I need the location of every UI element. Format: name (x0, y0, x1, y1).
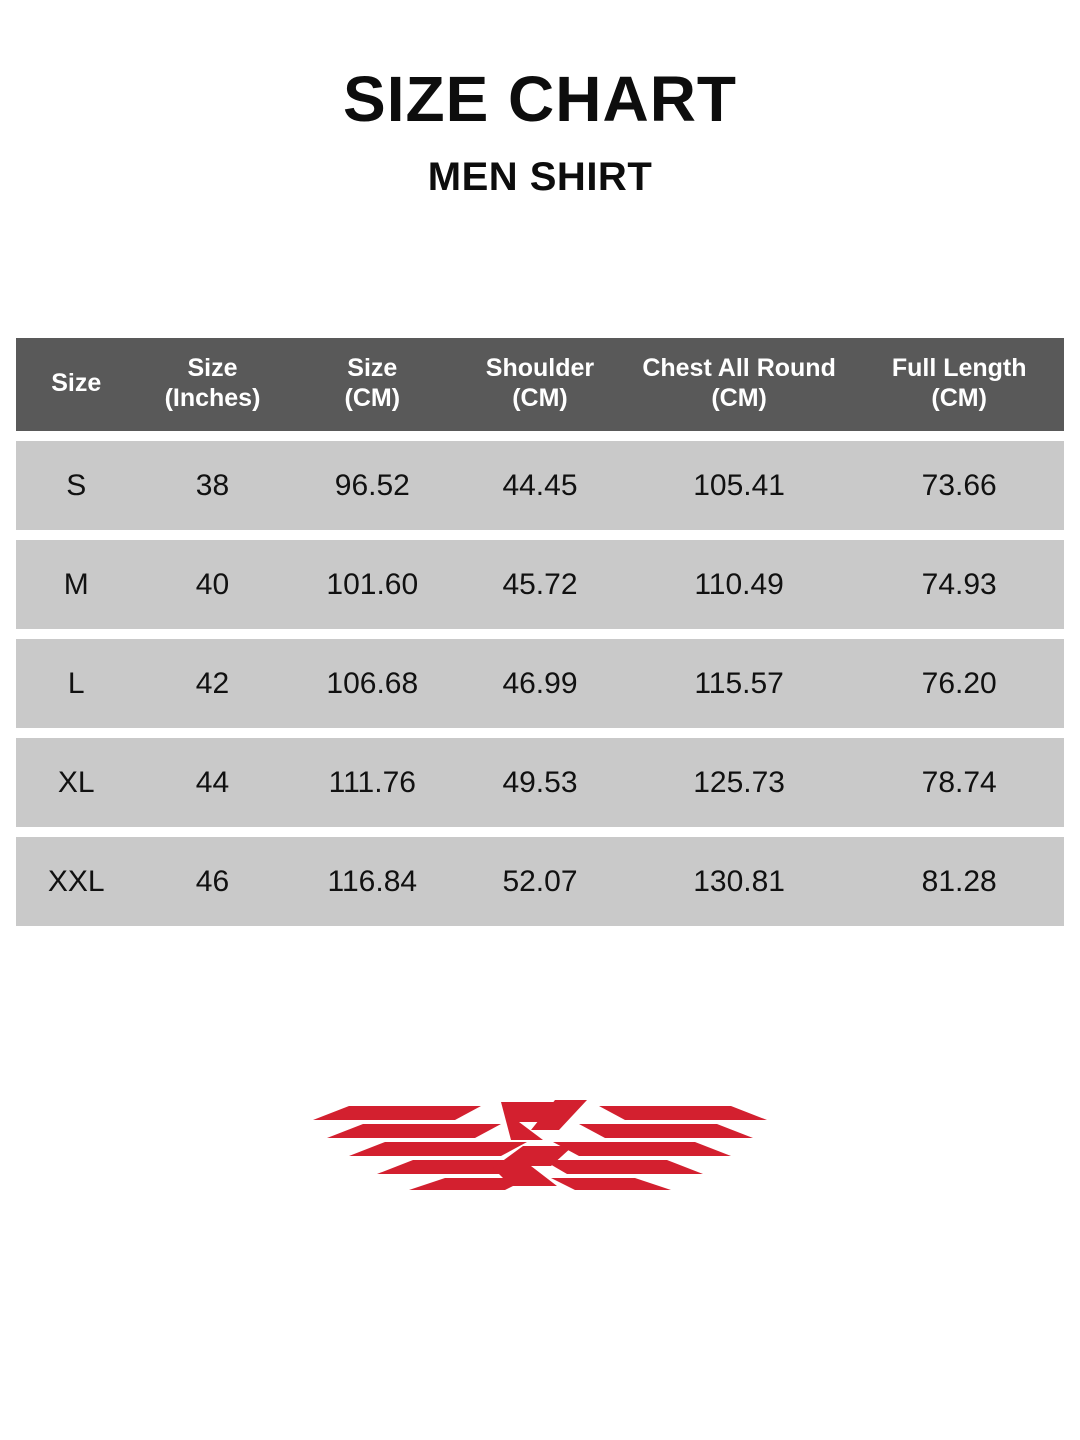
column-header-shoulder-cm (456, 338, 624, 431)
cell-chest-cm: 105.41 (624, 441, 855, 530)
cell-size-cm: 101.60 (288, 540, 456, 629)
cell-size: XL (16, 738, 137, 827)
column-header-line2: (CM) (344, 383, 401, 412)
cell-size-cm: 96.52 (288, 441, 456, 530)
table-header-row (16, 338, 1064, 431)
cell-size-inches: 40 (137, 540, 289, 629)
column-header-line1: Size (187, 354, 238, 383)
cell-chest-cm: 125.73 (624, 738, 855, 827)
table-row (16, 837, 1064, 926)
cell-full-length-cm: 78.74 (854, 738, 1064, 827)
column-header-size-inches (137, 338, 289, 431)
cell-shoulder-cm: 52.07 (456, 837, 624, 926)
table-header (16, 338, 1064, 431)
column-header-size-cm (288, 338, 456, 431)
column-header-line2: (CM) (931, 383, 987, 412)
page-title: SIZE CHART (343, 63, 737, 135)
cell-size: S (16, 441, 137, 530)
winged-brand-logo-icon (305, 1086, 775, 1206)
column-header-line1: Chest All Round (642, 354, 836, 383)
size-table (16, 328, 1064, 936)
column-header-line2: (CM) (711, 383, 767, 412)
cell-shoulder-cm: 44.45 (456, 441, 624, 530)
cell-size: XXL (16, 837, 137, 926)
cell-shoulder-cm: 46.99 (456, 639, 624, 728)
cell-chest-cm: 115.57 (624, 639, 855, 728)
column-header-full-length-cm (854, 338, 1064, 431)
cell-size-cm: 111.76 (288, 738, 456, 827)
cell-full-length-cm: 81.28 (854, 837, 1064, 926)
cell-chest-cm: 130.81 (624, 837, 855, 926)
size-table-container (16, 328, 1064, 936)
table-row (16, 639, 1064, 728)
cell-size-inches: 46 (137, 837, 289, 926)
column-header-line1: Size (51, 368, 102, 397)
cell-full-length-cm: 74.93 (854, 540, 1064, 629)
column-header-line1: Size (347, 354, 398, 383)
cell-size-inches: 44 (137, 738, 289, 827)
column-header-chest-all-round-cm (624, 338, 855, 431)
cell-full-length-cm: 76.20 (854, 639, 1064, 728)
column-header-line1: Shoulder (485, 354, 595, 383)
cell-full-length-cm: 73.66 (854, 441, 1064, 530)
table-body (16, 441, 1064, 926)
cell-size: M (16, 540, 137, 629)
cell-size-inches: 42 (137, 639, 289, 728)
cell-shoulder-cm: 45.72 (456, 540, 624, 629)
column-header-line2: (Inches) (164, 383, 261, 412)
cell-size-cm: 116.84 (288, 837, 456, 926)
table-row (16, 540, 1064, 629)
column-header-size (16, 338, 137, 431)
table-row (16, 441, 1064, 530)
column-header-line2: (CM) (512, 383, 568, 412)
page-subtitle: MEN SHIRT (427, 155, 653, 200)
table-row (16, 738, 1064, 827)
cell-shoulder-cm: 49.53 (456, 738, 624, 827)
cell-size: L (16, 639, 137, 728)
cell-chest-cm: 110.49 (624, 540, 855, 629)
cell-size-cm: 106.68 (288, 639, 456, 728)
brand-logo-area (0, 1086, 1080, 1206)
cell-size-inches: 38 (137, 441, 289, 530)
column-header-line1: Full Length (891, 354, 1027, 383)
